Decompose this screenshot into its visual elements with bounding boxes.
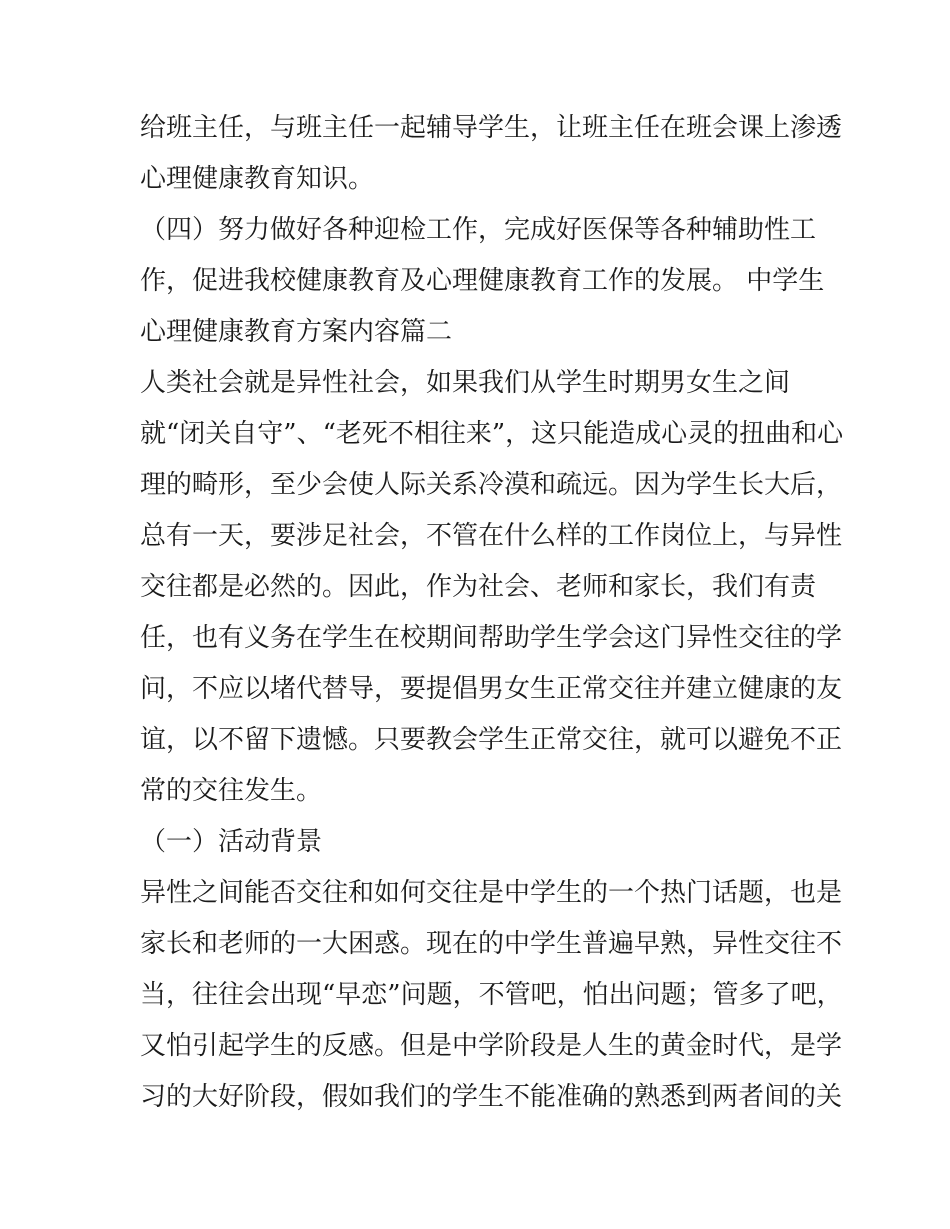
text-line: 问，不应以堵代替导，要提倡男女生正常交往并建立健康的友 [140,674,843,704]
text-line: 家长和老师的一大困惑。现在的中学生普遍早熟，异性交往不 [140,929,843,959]
text-line: 异性之间能否交往和如何交往是中学生的一个热门话题，也是 [140,878,843,908]
body-text [140,103,844,1123]
text-line: （四）努力做好各种迎检工作，完成好医保等各种辅助性工 [140,215,817,245]
section-heading: 心理健康教育方案内容篇二 [140,317,453,347]
text-line: 理的畸形，至少会使人际关系冷漠和疏远。因为学生长大后， [140,470,843,500]
text-line: 总有一天，要涉足社会，不管在什么样的工作岗位上，与异性 [140,521,843,551]
text-line: 任，也有义务在学生在校期间帮助学生学会这门异性交往的学 [140,623,843,653]
text-line: 给班主任，与班主任一起辅导学生，让班主任在班会课上渗透 [140,113,843,143]
text-line: 谊，以不留下遗憾。只要教会学生正常交往，就可以避免不正 [140,725,843,755]
text-line: 常的交往发生。 [140,776,323,806]
text-line: 当，往往会出现“早恋”问题，不管吧，怕出问题；管多了吧， [140,980,843,1010]
text-line: 就“闭关自守”、“老死不相往来”，这只能造成心灵的扭曲和心 [140,419,844,449]
text-line: 作，促进我校健康教育及心理健康教育工作的发展。 中学生 [140,266,825,296]
text-line: 习的大好阶段，假如我们的学生不能准确的熟悉到两者间的关 [140,1082,843,1112]
text-line: 交往都是必然的。因此，作为社会、老师和家长，我们有责 [140,572,817,602]
text-line: 又怕引起学生的反感。但是中学阶段是人生的黄金时代，是学 [140,1031,843,1061]
text-line: 人类社会就是异性社会，如果我们从学生时期男女生之间 [140,368,791,398]
text-line: 心理健康教育知识。 [140,164,375,194]
subsection-heading: （一）活动背景 [140,827,323,857]
